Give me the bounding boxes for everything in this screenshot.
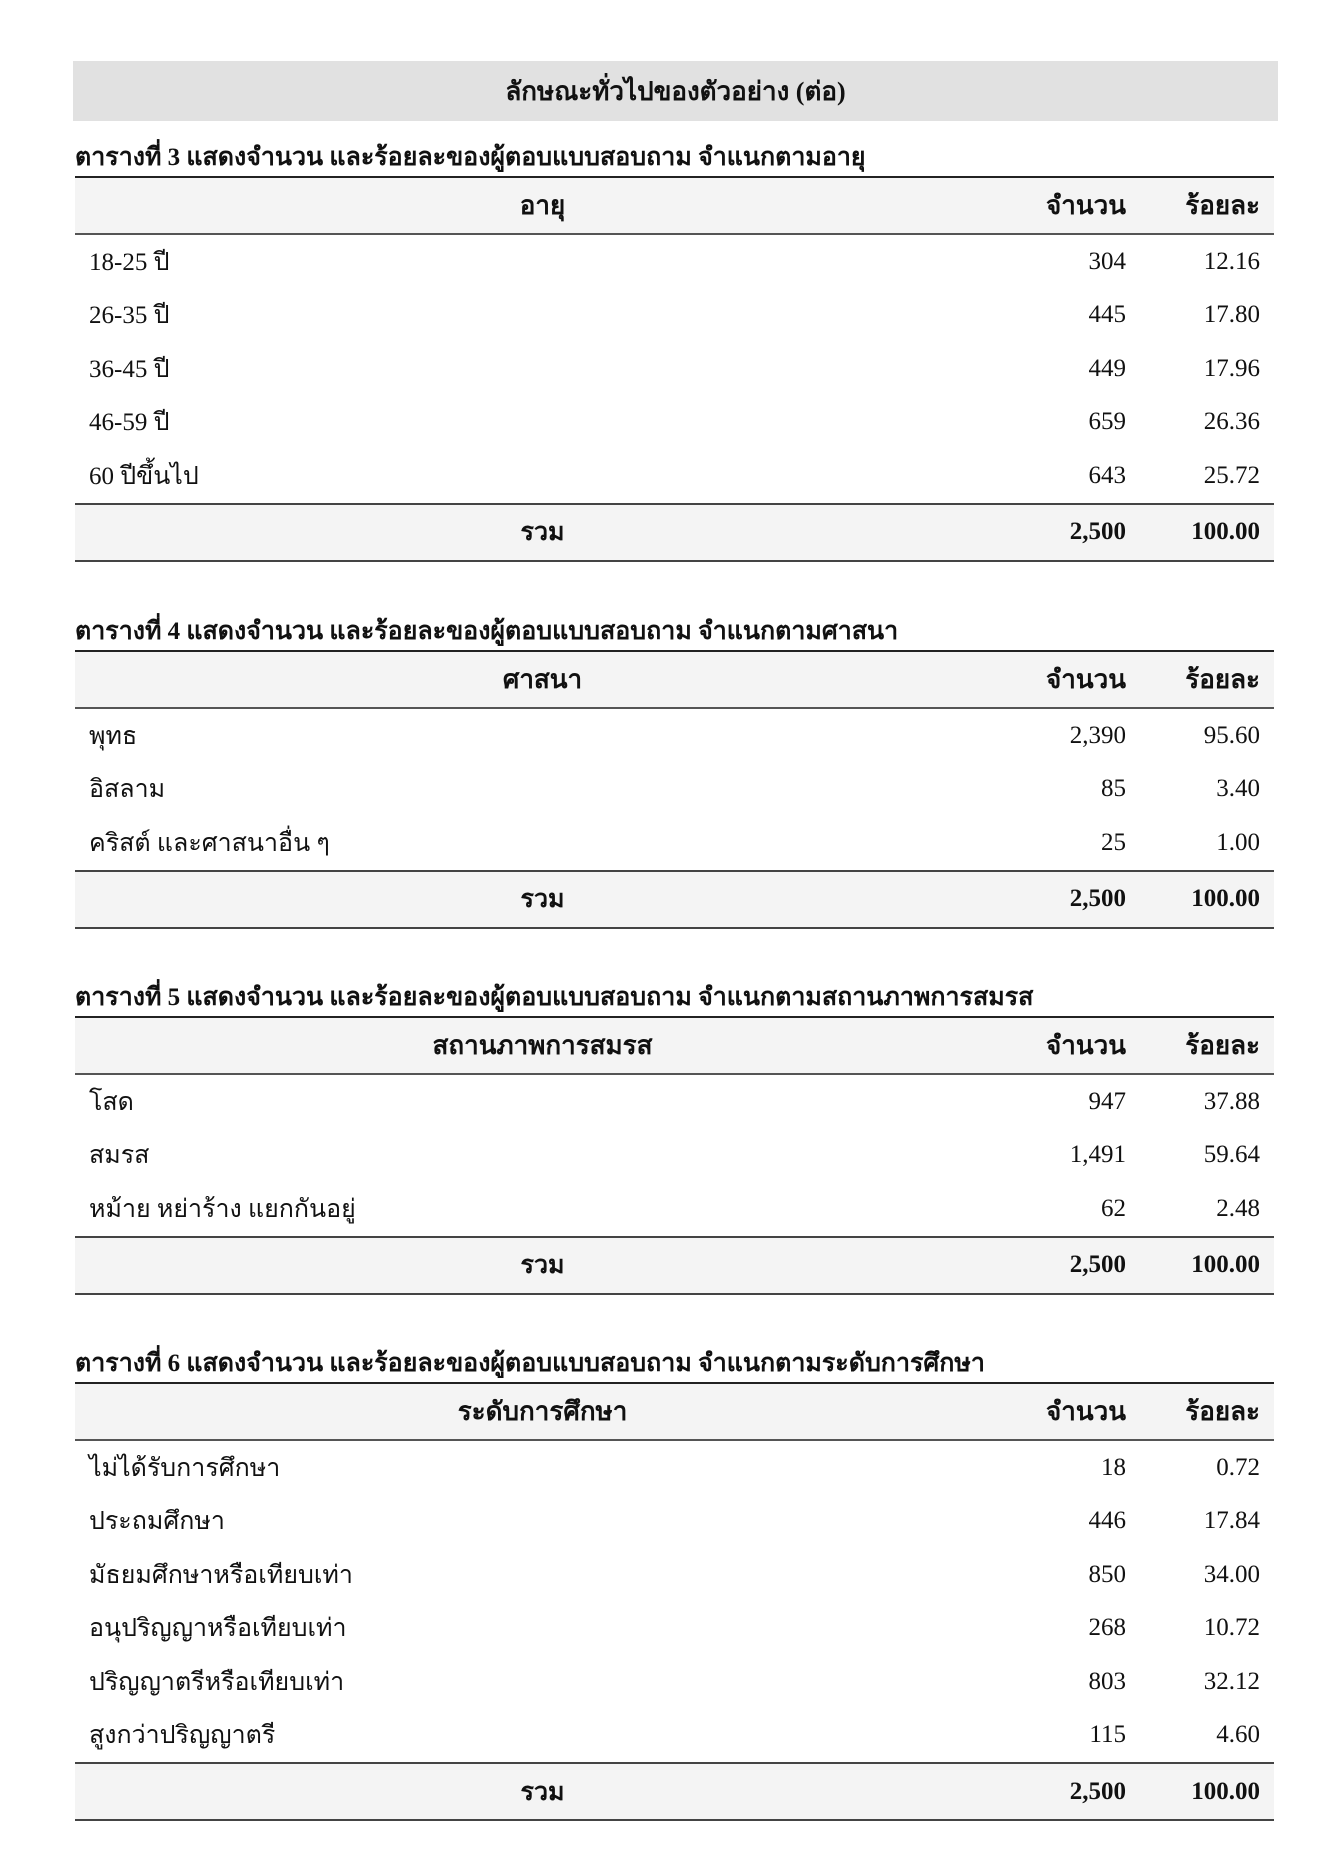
table-religion: [75, 650, 1274, 929]
column-header-category: ศาสนา: [75, 651, 1010, 708]
total-count: 2,500: [1010, 871, 1140, 928]
total-count: 2,500: [1010, 1763, 1140, 1820]
row-label: 60 ปีขึ้นไป: [89, 462, 199, 490]
total-count: 2,500: [1010, 1237, 1140, 1294]
column-header-percent: ร้อยละ: [1140, 1383, 1274, 1440]
row-count: 1,491: [1069, 1141, 1126, 1169]
column-header-category: สถานภาพการสมรส: [75, 1017, 1010, 1074]
page-heading: ลักษณะทั่วไปของตัวอย่าง (ต่อ): [505, 76, 846, 106]
row-percent: 10.72: [1203, 1614, 1260, 1642]
table-caption: ตารางที่ 3 แสดงจำนวน และร้อยละของผู้ตอบแบบสอบถาม จำแนกตามอายุ: [75, 144, 866, 171]
row-count: 85: [1101, 775, 1126, 803]
row-label: ประถมศึกษา: [89, 1508, 225, 1536]
total-label: รวม: [75, 1237, 1010, 1294]
row-label: อิสลาม: [89, 776, 166, 804]
table-total-row: [75, 1237, 1274, 1294]
table-total-row: [75, 504, 1274, 561]
row-percent: 95.60: [1203, 721, 1260, 749]
table-row: [75, 1440, 1274, 1495]
total-percent: 100.00: [1140, 1237, 1274, 1294]
table-row: [75, 1655, 1274, 1709]
column-header-percent: ร้อยละ: [1140, 651, 1274, 708]
column-header-percent: ร้อยละ: [1140, 177, 1274, 234]
column-header-category: อายุ: [75, 177, 1010, 234]
table-section-age: [75, 140, 1274, 562]
table-row: [75, 396, 1274, 450]
row-count: 268: [1088, 1614, 1126, 1642]
table-row: [75, 1602, 1274, 1656]
column-header-count: จำนวน: [1010, 1383, 1140, 1440]
table-row: [75, 816, 1274, 871]
column-header-category: ระดับการศึกษา: [75, 1383, 1010, 1440]
row-count: 659: [1088, 408, 1126, 436]
table-row: [75, 289, 1274, 343]
total-label: รวม: [75, 871, 1010, 928]
table-age: [75, 176, 1274, 562]
table-row: [75, 234, 1274, 289]
table-header-row: [75, 1383, 1274, 1440]
total-percent: 100.00: [1140, 504, 1274, 561]
total-percent: 100.00: [1140, 1763, 1274, 1820]
table-header-row: [75, 651, 1274, 708]
row-count: 947: [1088, 1087, 1126, 1115]
row-count: 2,390: [1069, 721, 1126, 749]
row-label: หม้าย หย่าร้าง แยกกันอยู่: [89, 1195, 356, 1223]
column-header-count: จำนวน: [1010, 1017, 1140, 1074]
table-caption: ตารางที่ 5 แสดงจำนวน และร้อยละของผู้ตอบแบบสอบถาม จำแนกตามสถานภาพการสมรส: [75, 984, 1034, 1011]
row-label: มัธยมศึกษาหรือเทียบเท่า: [89, 1561, 353, 1589]
table-row: [75, 1182, 1274, 1237]
row-count: 25: [1101, 828, 1126, 856]
table-section-religion: [75, 614, 1274, 929]
table-caption: ตารางที่ 6 แสดงจำนวน และร้อยละของผู้ตอบแบบสอบถาม จำแนกตามระดับการศึกษา: [75, 1350, 985, 1377]
row-count: 449: [1088, 354, 1126, 382]
row-count: 803: [1088, 1667, 1126, 1695]
table-total-row: [75, 871, 1274, 928]
row-percent: 17.84: [1203, 1507, 1260, 1535]
row-label: สูงกว่าปริญญาตรี: [89, 1722, 276, 1750]
row-label: 18-25 ปี: [89, 248, 170, 276]
row-count: 850: [1088, 1560, 1126, 1588]
row-percent: 2.48: [1216, 1194, 1260, 1222]
row-count: 115: [1089, 1721, 1126, 1749]
table-row: [75, 1709, 1274, 1764]
row-percent: 59.64: [1203, 1141, 1260, 1169]
table-header-row: [75, 177, 1274, 234]
table-marital-status: [75, 1016, 1274, 1295]
column-header-count: จำนวน: [1010, 651, 1140, 708]
row-label: อนุปริญญาหรือเทียบเท่า: [89, 1615, 347, 1643]
row-label: โสด: [89, 1088, 134, 1116]
row-label: คริสต์ และศาสนาอื่น ๆ: [89, 829, 330, 857]
row-percent: 37.88: [1203, 1087, 1260, 1115]
row-count: 18: [1101, 1453, 1126, 1481]
table-row: [75, 708, 1274, 763]
row-label: ไม่ได้รับการศึกษา: [89, 1454, 281, 1482]
table-row: [75, 763, 1274, 817]
row-label: 46-59 ปี: [89, 409, 170, 437]
row-percent: 34.00: [1203, 1560, 1260, 1588]
row-percent: 1.00: [1216, 828, 1260, 856]
row-count: 643: [1088, 461, 1126, 489]
total-percent: 100.00: [1140, 871, 1274, 928]
row-percent: 32.12: [1203, 1667, 1260, 1695]
row-percent: 3.40: [1216, 775, 1260, 803]
row-label: สมรส: [89, 1142, 150, 1170]
row-label: ปริญญาตรีหรือเทียบเท่า: [89, 1668, 345, 1696]
row-percent: 12.16: [1203, 247, 1260, 275]
total-label: รวม: [75, 504, 1010, 561]
column-header-count: จำนวน: [1010, 177, 1140, 234]
row-label: พุทธ: [89, 722, 138, 750]
table-row: [75, 1495, 1274, 1549]
row-percent: 4.60: [1216, 1721, 1260, 1749]
table-row: [75, 449, 1274, 504]
total-label: รวม: [75, 1763, 1010, 1820]
row-percent: 25.72: [1203, 461, 1260, 489]
row-percent: 26.36: [1203, 408, 1260, 436]
row-count: 446: [1088, 1507, 1126, 1535]
table-row: [75, 342, 1274, 396]
table-row: [75, 1074, 1274, 1129]
table-education: [75, 1382, 1274, 1821]
table-section-marital-status: [75, 980, 1274, 1295]
table-total-row: [75, 1763, 1274, 1820]
table-header-row: [75, 1017, 1274, 1074]
row-label: 26-35 ปี: [89, 302, 170, 330]
table-row: [75, 1548, 1274, 1602]
table-row: [75, 1129, 1274, 1183]
column-header-percent: ร้อยละ: [1140, 1017, 1274, 1074]
row-count: 445: [1088, 301, 1126, 329]
row-percent: 17.96: [1203, 354, 1260, 382]
row-count: 304: [1088, 247, 1126, 275]
total-count: 2,500: [1010, 504, 1140, 561]
row-percent: 17.80: [1203, 301, 1260, 329]
row-label: 36-45 ปี: [89, 355, 170, 383]
row-count: 62: [1101, 1194, 1126, 1222]
table-caption: ตารางที่ 4 แสดงจำนวน และร้อยละของผู้ตอบแบบสอบถาม จำแนกตามศาสนา: [75, 618, 899, 645]
table-section-education: [75, 1346, 1274, 1821]
page-heading-banner: [73, 61, 1278, 121]
row-percent: 0.72: [1216, 1453, 1260, 1481]
